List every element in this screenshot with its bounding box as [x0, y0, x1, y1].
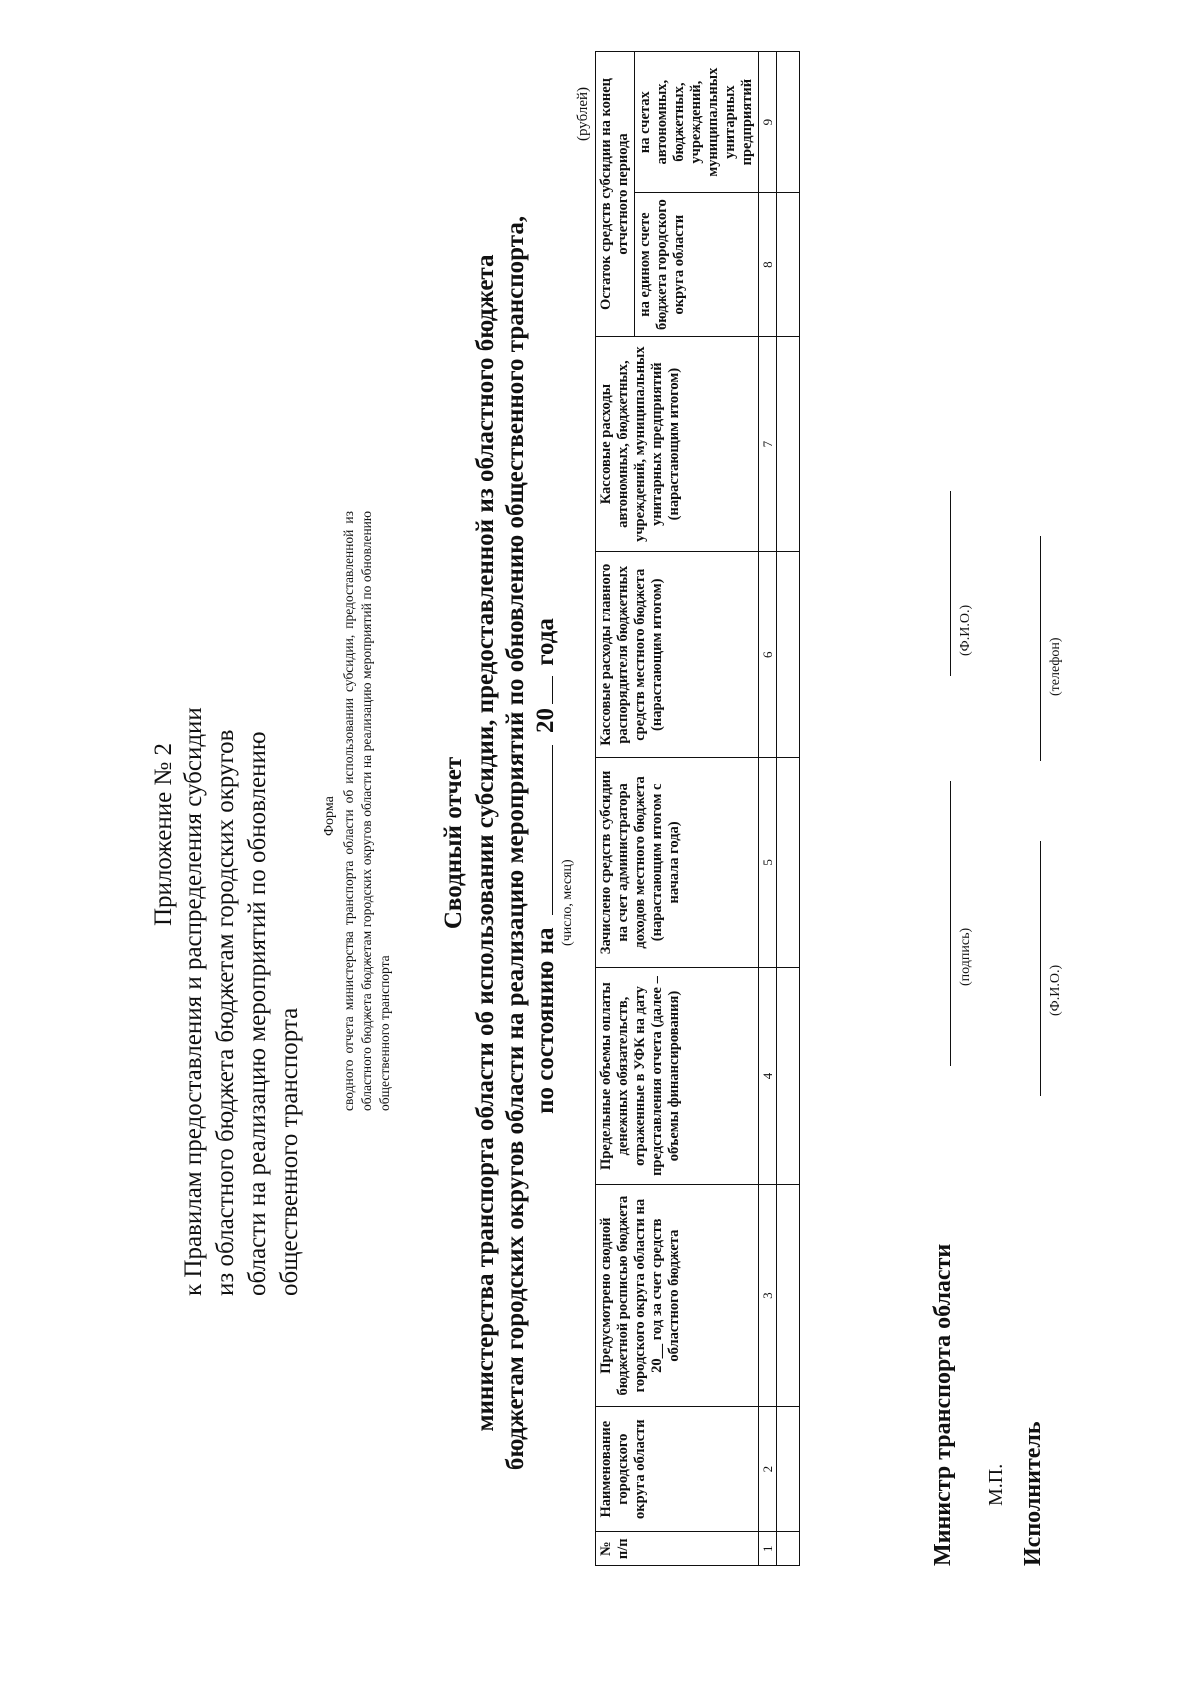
col-number: 9 — [759, 52, 777, 193]
col-number: 4 — [759, 967, 777, 1185]
signature-hint: (подпись) — [958, 927, 973, 986]
minister-name-line[interactable] — [950, 491, 951, 676]
table-cell[interactable] — [777, 1185, 800, 1406]
col-number: 1 — [759, 1532, 777, 1566]
header-credited: Зачислено средств субсидии на счет администратора доходов местного бюджета (нарастающим итогом с начала года) — [596, 758, 759, 967]
date-year-blank[interactable] — [534, 676, 553, 704]
minister-label: Министр транспорта области — [930, 1243, 956, 1566]
appendix-line: к Правилам предоставления и распределения субсидии — [180, 707, 207, 1296]
table-cell[interactable] — [777, 1406, 800, 1532]
report-subtitle-1: министерства транспорта области об использовании субсидии, предоставленной из областного бюджета — [472, 254, 499, 1432]
header-remainder-single-account: на едином счете бюджета городского округа области — [635, 193, 759, 337]
col-number: 7 — [759, 336, 777, 551]
table-row-numbers — [759, 52, 777, 1566]
executor-name-line[interactable] — [1040, 841, 1041, 1096]
appendix-line: из областного бюджета бюджетам городских округов — [212, 729, 239, 1296]
col-number: 5 — [759, 758, 777, 967]
unit-label: (рублей) — [575, 86, 591, 141]
appendix-line: области на реализацию мероприятий по обновлению — [244, 731, 271, 1296]
table-cell[interactable] — [777, 758, 800, 967]
header-cash-main: Кассовые расходы главного распорядителя бюджетных средств местного бюджета (нарастающим итогом) — [596, 552, 759, 758]
header-remainder-institutions: на счетах автономных, бюджетных, учреждений, муниципальных унитарных предприятий — [635, 52, 759, 193]
table-cell[interactable] — [777, 552, 800, 758]
date-prefix: по состоянию на — [532, 927, 559, 1114]
executor-label: Исполнитель — [1020, 1421, 1046, 1566]
header-planned: Предусмотрено сводной бюджетной росписью бюджета городского округа области на 20__ год за счет средств областного бюджета — [596, 1185, 759, 1406]
report-subtitle-2: бюджетам городских округов области на реализацию мероприятий по обновлению общественного транспорта, — [502, 215, 529, 1471]
stamp-label: М.П. — [985, 1463, 1007, 1506]
executor-name-hint: (Ф.И.О.) — [1048, 964, 1063, 1016]
header-limits: Предельные объемы оплаты денежных обязательств, отраженные в УФК на дату представления отчета (далее – объемы финансирования) — [596, 967, 759, 1185]
header-cash-institutions: Кассовые расходы автономных, бюджетных, учреждений, муниципальных унитарных предприятий (нарастающим итогом) — [596, 336, 759, 551]
report-title: Сводный отчет — [440, 756, 467, 930]
table-cell[interactable] — [777, 336, 800, 551]
table-cell[interactable] — [777, 967, 800, 1185]
name-hint: (Ф.И.О.) — [958, 604, 973, 656]
date-day-month-blank[interactable] — [534, 745, 553, 915]
table-cell[interactable] — [777, 1532, 800, 1566]
minister-signature-line[interactable] — [950, 781, 951, 1066]
appendix-line: общественного транспорта — [276, 1007, 303, 1296]
phone-hint: (телефон) — [1048, 637, 1063, 696]
executor-phone-line[interactable] — [1040, 536, 1041, 761]
table-header-row — [596, 52, 635, 1566]
report-date-line — [532, 466, 560, 1266]
date-hint: (число, месяц) — [560, 859, 575, 946]
header-num: № п/п — [596, 1532, 759, 1566]
date-suffix: года — [532, 618, 559, 666]
col-number: 8 — [759, 193, 777, 337]
report-table — [595, 51, 800, 1566]
form-description: сводного отчета министерства транспорта области об использовании субсидии, предоставленной из областного бюджета бюджетам городских округов области на реализацию мероприятий по обновлению общественного транспорта — [341, 511, 392, 1111]
appendix-title: Приложение № 2 — [150, 742, 177, 926]
col-number: 2 — [759, 1406, 777, 1532]
header-remainder-group: Остаток средств субсидии на конец отчетного периода — [596, 52, 635, 337]
table-cell[interactable] — [777, 193, 800, 337]
col-number: 3 — [759, 1185, 777, 1406]
table-cell[interactable] — [777, 52, 800, 193]
date-year-prefix: 20 — [532, 708, 559, 733]
header-district: Наименование городского округа области — [596, 1406, 759, 1532]
col-number: 6 — [759, 552, 777, 758]
table-row — [777, 52, 800, 1566]
form-label: Форма — [322, 796, 337, 836]
appendix-text — [178, 356, 306, 1296]
